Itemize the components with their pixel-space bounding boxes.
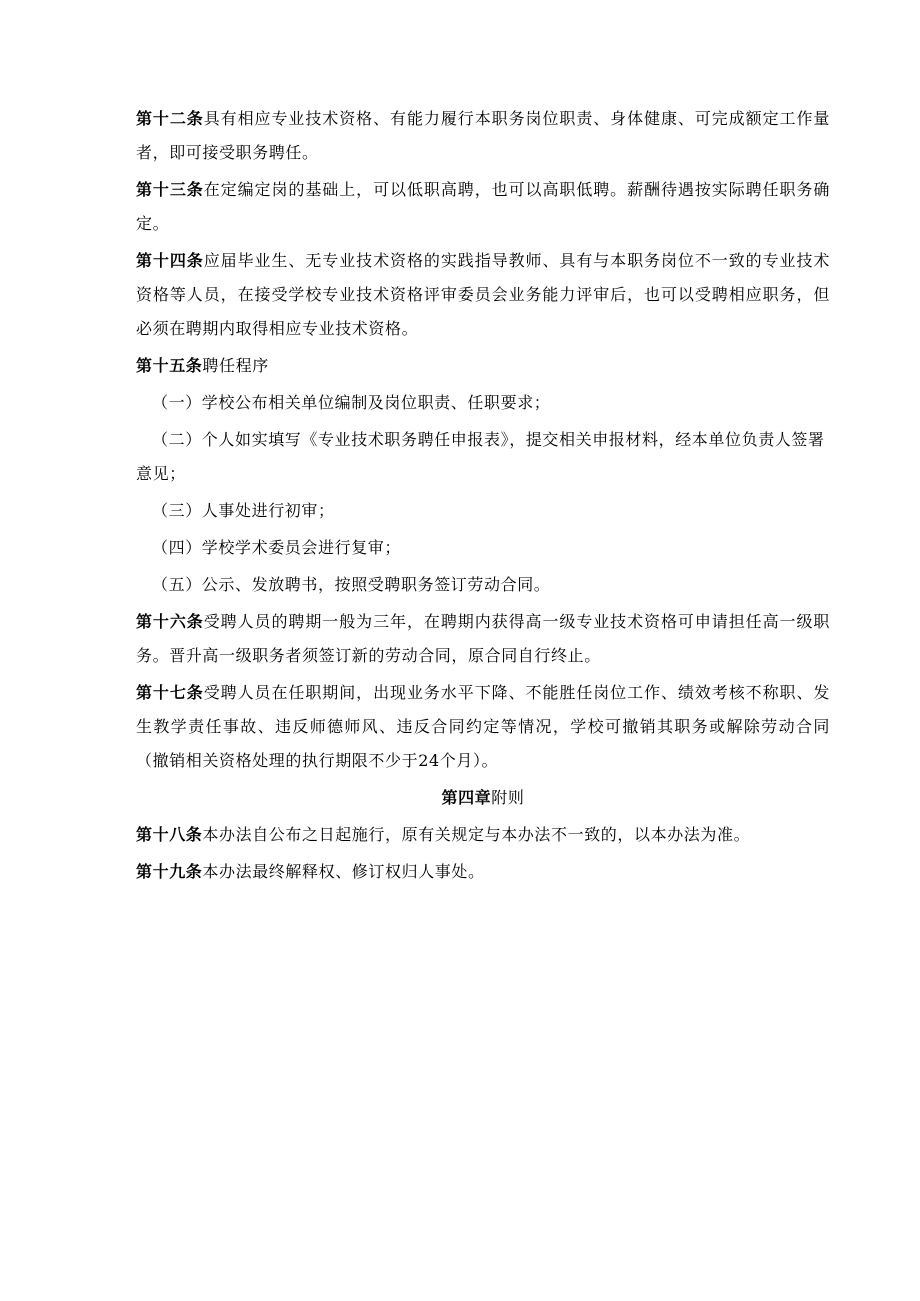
- chapter-label: 第四章: [441, 788, 492, 807]
- document-body: [136, 102, 830, 892]
- article-14: [136, 244, 830, 346]
- article-15: [136, 349, 830, 383]
- article-label: 第十九条: [136, 862, 203, 881]
- article-text: 本办法自公布之日起施行，原有关规定与本办法不一致的，以本办法为准。: [202, 825, 751, 844]
- article-label: 第十三条: [136, 180, 204, 199]
- chapter-title: 附则: [491, 788, 525, 807]
- article-label: 第十二条: [136, 109, 204, 128]
- article-text: 受聘人员在任职期间，出现业务水平下降、不能胜任岗位工作、绩效考核不称职、发生教学责任事故、违反师德师风、违反合同约定等情况，学校可撤销其职务或解除劳动合同（撤销相关资格处理的执行期限不少于24个月）。: [136, 683, 831, 770]
- article-label: 第十七条: [136, 683, 204, 702]
- article-18: [136, 818, 830, 852]
- article-text: 具有相应专业技术资格、有能力履行本职务岗位职责、身体健康、可完成额定工作量者，即可接受职务聘任。: [136, 109, 831, 162]
- article-13: [136, 173, 830, 241]
- article-label: 第十八条: [136, 825, 203, 844]
- article-text: 本办法最终解释权、修订权归人事处。: [202, 862, 485, 881]
- procedure-item-3: （三）人事处进行初审；: [152, 501, 335, 520]
- chapter-heading: [136, 781, 830, 815]
- article-label: 第十六条: [136, 612, 204, 631]
- article-12: [136, 102, 830, 170]
- article-16: [136, 605, 830, 673]
- article-text: 受聘人员的聘期一般为三年，在聘期内获得高一级专业技术资格可申请担任高一级职务。晋升高一级职务者须签订新的劳动合同，原合同自行终止。: [136, 612, 831, 665]
- article-label: 第十四条: [136, 251, 204, 270]
- article-17: [136, 676, 830, 778]
- article-19: [136, 855, 830, 889]
- article-text: 应届毕业生、无专业技术资格的实践指导教师、具有与本职务岗位不一致的专业技术资格等人员，在接受学校专业技术资格评审委员会业务能力评审后，也可以受聘相应职务，但必须在聘期内取得相应专业技术资格。: [136, 251, 831, 338]
- article-text: 在定编定岗的基础上，可以低职高聘，也可以高职低聘。薪酬待遇按实际聘任职务确定。: [136, 180, 831, 233]
- procedure-item-2: （二）个人如实填写《专业技术职务聘任申报表》，提交相关申报材料，经本单位负责人签署意见；: [136, 430, 825, 483]
- article-label: 第十五条: [136, 356, 203, 375]
- article-text: 聘任程序: [202, 356, 269, 375]
- procedure-item-1: （一）学校公布相关单位编制及岗位职责、任职要求；: [152, 393, 551, 412]
- procedure-item-4: （四）学校学术委员会进行复审；: [152, 538, 402, 557]
- procedure-item-5: （五）公示、发放聘书，按照受聘职务签订劳动合同。: [152, 575, 551, 594]
